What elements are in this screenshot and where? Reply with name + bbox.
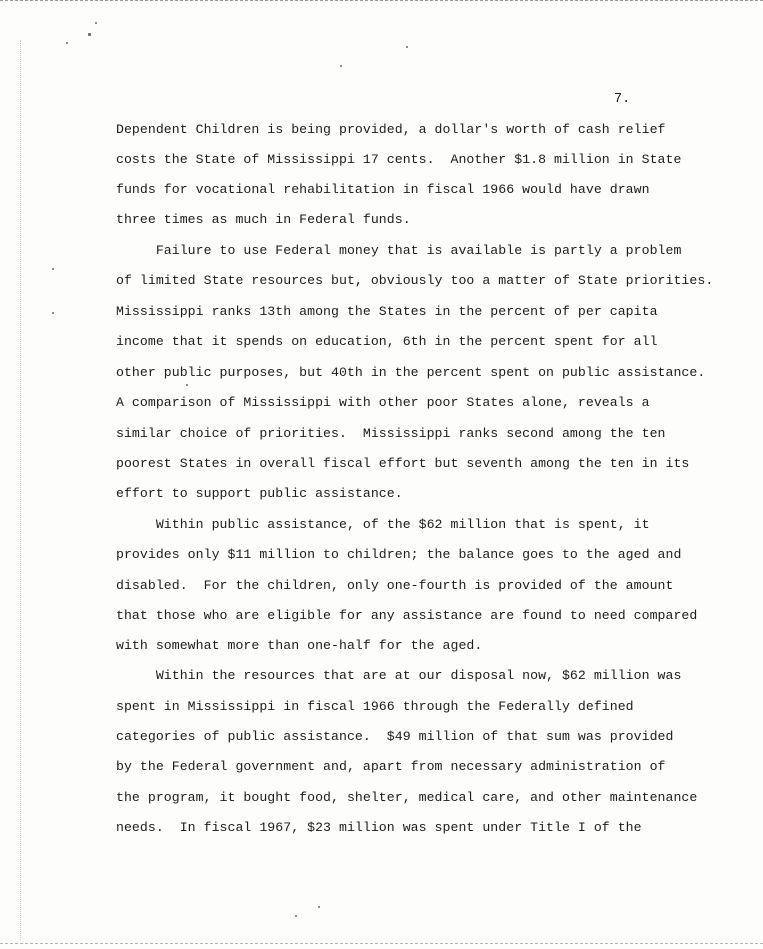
text-line: poorest States in overall fiscal effort but seventh among the ten in its bbox=[116, 456, 690, 471]
scan-speck bbox=[88, 33, 91, 36]
text-line: needs. In fiscal 1967, $23 million was spent under Title I of the bbox=[116, 820, 642, 835]
top-scan-border bbox=[0, 0, 763, 1]
text-line: that those who are eligible for any assistance are found to need compared bbox=[116, 608, 698, 623]
scan-speck bbox=[406, 46, 408, 48]
scan-speck bbox=[52, 312, 54, 314]
text-line: of limited State resources but, obviously too a matter of State priorities. bbox=[116, 273, 714, 288]
text-line: disabled. For the children, only one-fourth is provided of the amount bbox=[116, 578, 674, 593]
text-line: A comparison of Mississippi with other poor States alone, reveals a bbox=[116, 395, 650, 410]
text-line: spent in Mississippi in fiscal 1966 through the Federally defined bbox=[116, 699, 634, 714]
scan-speck bbox=[318, 906, 320, 908]
scan-speck bbox=[186, 384, 188, 386]
text-line: funds for vocational rehabilitation in fiscal 1966 would have drawn bbox=[116, 182, 650, 197]
text-line: three times as much in Federal funds. bbox=[116, 212, 411, 227]
text-line: the program, it bought food, shelter, medical care, and other maintenance bbox=[116, 790, 698, 805]
text-line: with somewhat more than one-half for the aged. bbox=[116, 638, 483, 653]
text-line: provides only $11 million to children; the balance goes to the aged and bbox=[116, 547, 682, 562]
bottom-scan-border bbox=[0, 943, 763, 944]
scan-speck bbox=[295, 915, 297, 917]
text-line: effort to support public assistance. bbox=[116, 486, 403, 501]
text-line: Mississippi ranks 13th among the States in the percent of per capita bbox=[116, 304, 658, 319]
scan-speck bbox=[95, 22, 97, 24]
left-scan-edge bbox=[20, 40, 21, 940]
text-line: Dependent Children is being provided, a dollar's worth of cash relief bbox=[116, 122, 666, 137]
text-line: income that it spends on education, 6th in the percent spent for all bbox=[116, 334, 658, 349]
text-line: by the Federal government and, apart from necessary administration of bbox=[116, 759, 666, 774]
text-line: Within public assistance, of the $62 million that is spent, it bbox=[116, 517, 650, 532]
text-line: other public purposes, but 40th in the percent spent on public assistance. bbox=[116, 365, 706, 380]
scan-speck bbox=[340, 65, 342, 67]
scan-speck bbox=[52, 268, 54, 270]
text-line: Failure to use Federal money that is available is partly a problem bbox=[116, 243, 682, 258]
text-line: Within the resources that are at our disposal now, $62 million was bbox=[116, 668, 682, 683]
scan-speck bbox=[66, 42, 68, 44]
text-line: costs the State of Mississippi 17 cents. Another $1.8 million in State bbox=[116, 152, 682, 167]
text-line: categories of public assistance. $49 million of that sum was provided bbox=[116, 729, 674, 744]
page-number: 7. bbox=[614, 92, 631, 107]
text-line: similar choice of priorities. Mississippi ranks second among the ten bbox=[116, 426, 666, 441]
